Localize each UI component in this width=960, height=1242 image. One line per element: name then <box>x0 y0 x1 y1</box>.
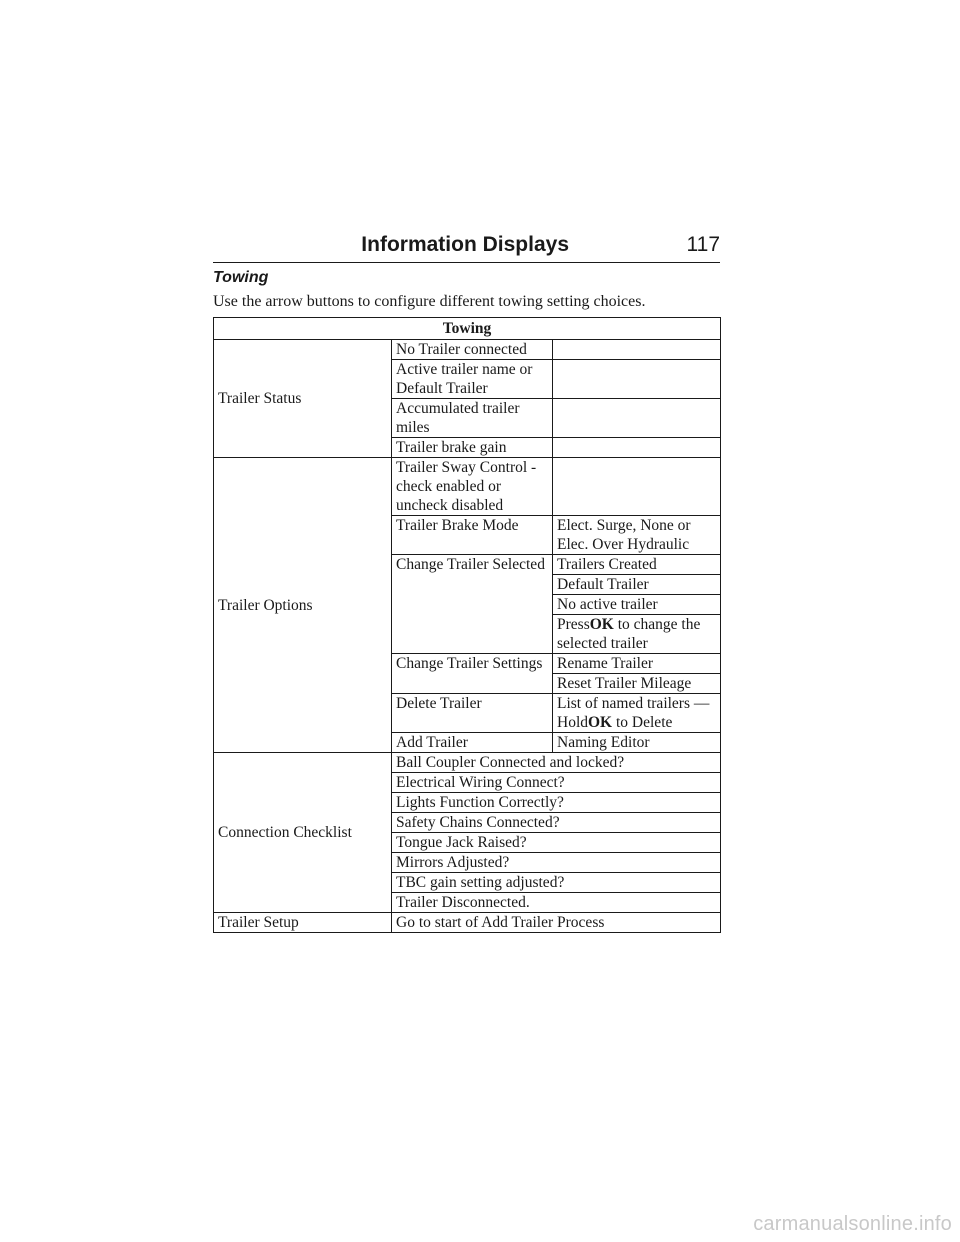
table-cell: Go to start of Add Trailer Process <box>392 913 721 933</box>
press-ok-cell <box>553 615 721 654</box>
trailer-status-label: Trailer Status <box>214 340 392 458</box>
table-cell: Change Trailer Settings <box>392 654 553 694</box>
ok-keyword: OK <box>588 714 613 731</box>
table-caption: Towing <box>214 318 721 340</box>
page-number: 117 <box>686 233 720 256</box>
table-cell: No Trailer connected <box>392 340 553 360</box>
towing-table <box>213 317 721 933</box>
table-cell: Active trailer name or Default Trailer <box>392 360 553 399</box>
table-cell: Change Trailer Selected <box>392 555 553 654</box>
empty-cell <box>553 458 721 516</box>
table-cell: Accumulated trailer miles <box>392 399 553 438</box>
table-cell: Trailer brake gain <box>392 438 553 458</box>
trailer-setup-label: Trailer Setup <box>214 913 392 933</box>
page-header <box>213 228 720 263</box>
empty-cell <box>553 360 721 399</box>
checklist-item: TBC gain setting adjusted? <box>392 873 721 893</box>
table-cell: Trailer Brake Mode <box>392 516 553 555</box>
connection-checklist-label: Connection Checklist <box>214 753 392 913</box>
table-cell: Elect. Surge, None or Elec. Over Hydraulic <box>553 516 721 555</box>
checklist-item: Electrical Wiring Connect? <box>392 773 721 793</box>
checklist-item: Tongue Jack Raised? <box>392 833 721 853</box>
page-title: Information Displays <box>361 233 569 256</box>
ok-keyword: OK <box>589 616 614 633</box>
table-cell: No active trailer <box>553 595 721 615</box>
section-heading: Towing <box>213 269 269 286</box>
table-cell: Reset Trailer Mileage <box>553 674 721 694</box>
delete-value-suffix: to Delete <box>616 714 673 731</box>
table-cell: Add Trailer <box>392 733 553 753</box>
intro-text: Use the arrow buttons to configure different towing setting choices. <box>213 293 646 310</box>
table-cell: Naming Editor <box>553 733 721 753</box>
press-text: Press <box>557 616 590 633</box>
table-cell: Default Trailer <box>553 575 721 595</box>
watermark: carmanualsonline.info <box>753 1213 952 1235</box>
checklist-item: Lights Function Correctly? <box>392 793 721 813</box>
table-cell: Rename Trailer <box>553 654 721 674</box>
table-cell: Delete Trailer <box>392 694 553 733</box>
checklist-item: Trailer Disconnected. <box>392 893 721 913</box>
checklist-item: Mirrors Adjusted? <box>392 853 721 873</box>
empty-cell <box>553 340 721 360</box>
delete-value-text: List of named trailers — Hold <box>557 695 710 731</box>
press-ok-suffix: to change the selected trailer <box>557 616 701 652</box>
table-cell: Trailer Sway Control - check enabled or uncheck disabled <box>392 458 553 516</box>
checklist-item: Ball Coupler Connected and locked? <box>392 753 721 773</box>
trailer-options-label: Trailer Options <box>214 458 392 753</box>
delete-value-cell <box>553 694 721 733</box>
table-cell: Trailers Created <box>553 555 721 575</box>
empty-cell <box>553 438 721 458</box>
checklist-item: Safety Chains Connected? <box>392 813 721 833</box>
empty-cell <box>553 399 721 438</box>
